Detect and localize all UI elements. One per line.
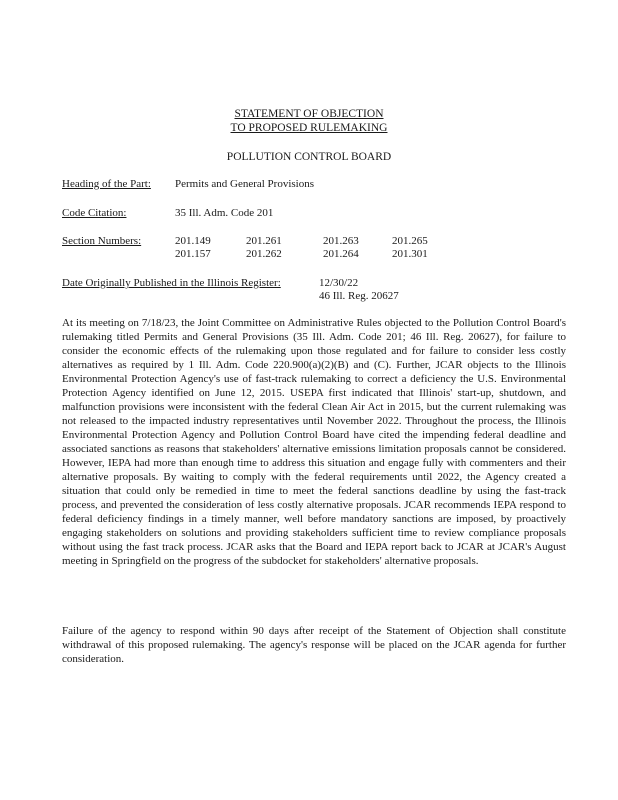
response-paragraph: Failure of the agency to respond within 90 days after receipt of the Statement of Objection shall constitute withdrawal of this proposed rulemaking. The agency's response will be placed on the JCAR agenda for further consideration. <box>62 625 566 665</box>
heading-value: Permits and General Provisions <box>175 178 315 190</box>
heading-label: Heading of the Part: <box>62 178 151 190</box>
section-numbers-label: Section Numbers: <box>62 235 142 247</box>
code-citation-label: Code Citation: <box>62 207 127 219</box>
register-citation: 46 Ill. Reg. 20627 <box>319 290 399 302</box>
objection-paragraph: At its meeting on 7/18/23, the Joint Committee on Administrative Rules objected to the Pollution Control Board's rulemaking titled Permits and General Provisions (35 Ill. Adm. Code 201; 46 Ill. Reg. 20627), for failure to consider the economic effects of the rulemaking upon those regulated and for failure to consider less costly alternatives as required by 1 Ill. Adm. Code 220.900(a)(2)(B) and (C). Further, JCAR objects to the Illinois Environmental Protection Agency's use of fast-track rulemaking to correct a deficiency the U.S. Environmental Protection Agency identified on June 12, 2015. USEPA first indicated that Illinois' start-up, shutdown, and malfunction provisions were inconsistent with the federal Clean Air Act in 2015, but the current rulemaking was not released to the impacted industry representatives until November 2022. Throughout the process, the Illinois Environmental Protection Agency and Pollution Control Board have cited the impending federal deadline and associated sanctions as reasons that stakeholders' alternative emissions limitation proposals cannot be considered. However, IEPA had more than enough time to address this situation and engage fully with commenters and their alternative proposals. By waiting to comply with the federal requirements until 2022, the Agency created a situation that could only be remedied in time to meet the federal sanctions deadline by using the fast-track process, and prevented the consideration of less costly alternative proposals. JCAR recommends IEPA respond to federal deficiency findings in a timely manner, well before mandatory sanctions are imposed, by proactively engaging stakeholders on solutions and providing stakeholders sufficient time to review compliance proposals without using the fast track process. JCAR asks that the Board and IEPA report back to JCAR at JCAR's August meeting in Springfield on the progress of the subdocket for stakeholders' alternative proposals. <box>62 317 566 567</box>
section-number: 201.301 <box>392 248 428 260</box>
section-number: 201.261 <box>246 235 282 247</box>
section-number: 201.263 <box>323 235 359 247</box>
section-number: 201.157 <box>175 248 211 260</box>
date-published-value: 12/30/22 <box>319 277 359 289</box>
section-number: 201.149 <box>175 235 211 247</box>
board-name: POLLUTION CONTROL BOARD <box>226 151 392 163</box>
section-number: 201.262 <box>246 248 282 260</box>
date-published-label: Date Originally Published in the Illinois Register: <box>62 277 281 289</box>
section-number: 201.264 <box>323 248 359 260</box>
title-line-1: STATEMENT OF OBJECTION <box>234 108 384 120</box>
title-line-2: TO PROPOSED RULEMAKING <box>230 122 388 134</box>
section-number: 201.265 <box>392 235 428 247</box>
code-citation-value: 35 Ill. Adm. Code 201 <box>175 207 274 219</box>
